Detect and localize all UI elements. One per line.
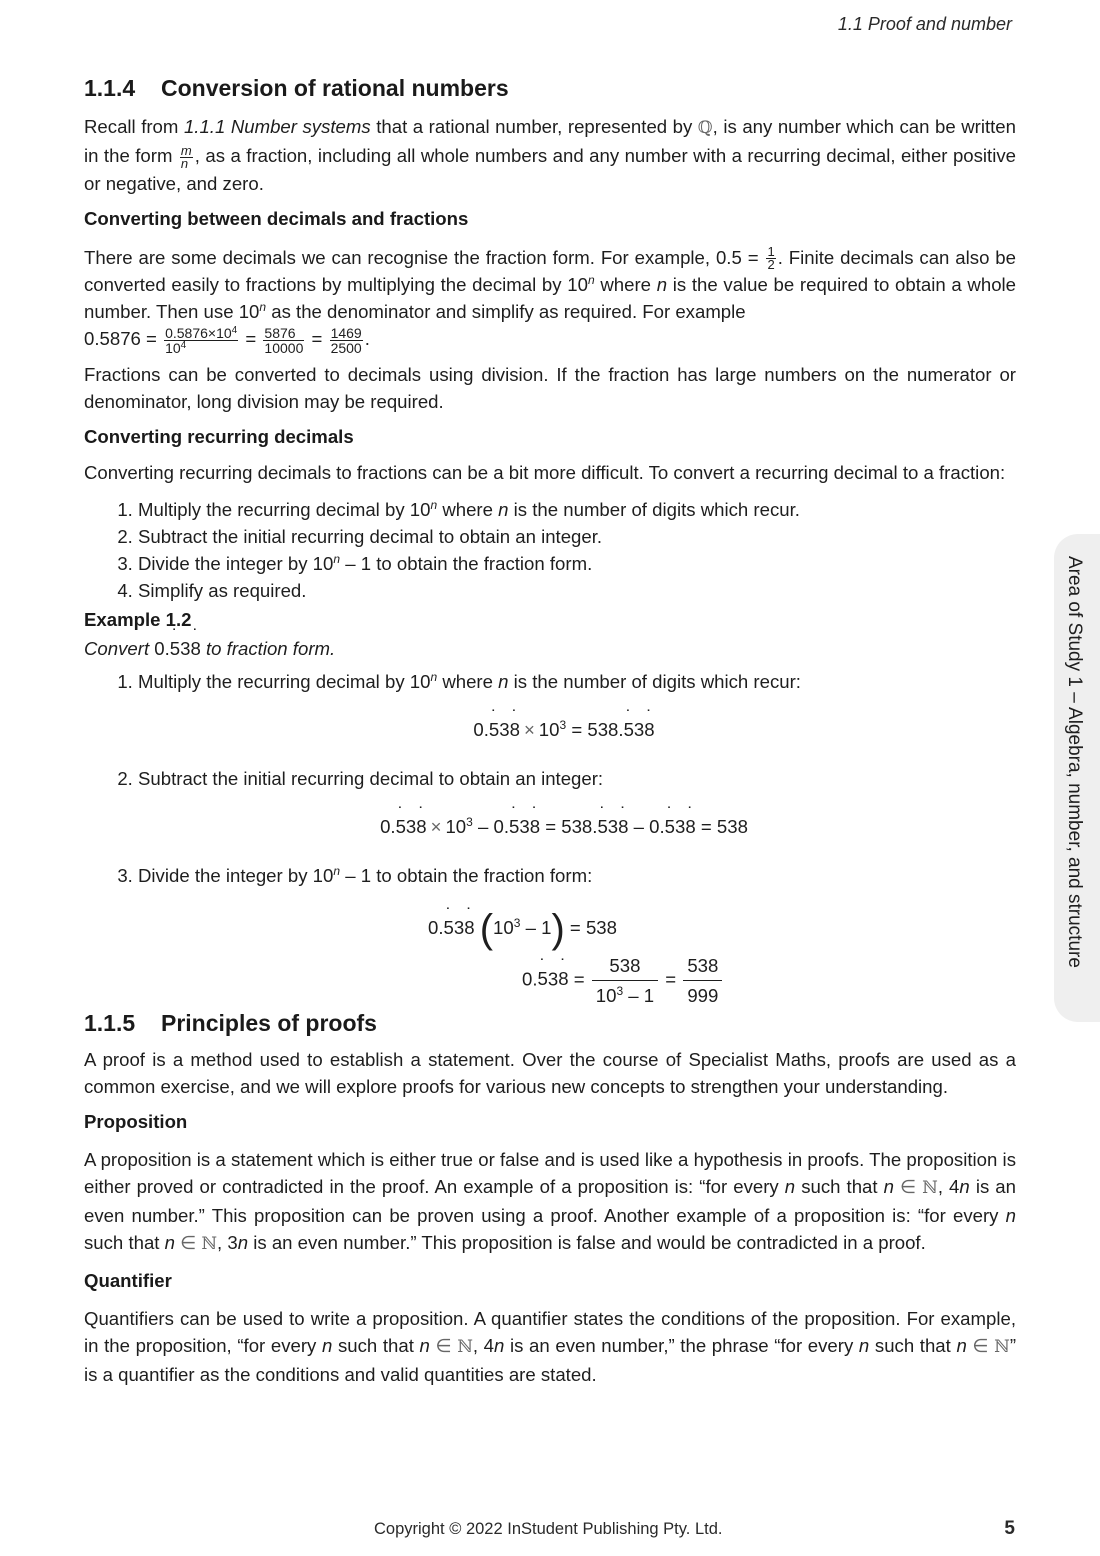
exponent: n — [259, 300, 267, 315]
exponent: n — [430, 669, 438, 684]
text: Convert — [84, 637, 155, 659]
list-item — [138, 550, 1016, 577]
exponent: n — [587, 273, 595, 288]
denominator: n — [180, 155, 189, 171]
cross-reference-link[interactable]: 1.1.1 Number systems — [183, 116, 371, 137]
example-steps-list — [84, 668, 1016, 695]
text: such that — [874, 1334, 957, 1356]
text: is the value be required to obtain a whole number. Then use 10 — [84, 274, 1017, 323]
text: where — [437, 670, 499, 692]
text: , 3 — [217, 1231, 238, 1253]
page-number: 5 — [1004, 1518, 1015, 1539]
text: There are some decimals we can recognise the fraction form. For example, 0.5 = — [84, 246, 765, 268]
fraction-2 — [263, 326, 304, 355]
equation-step-3 — [84, 889, 1016, 1011]
list-item — [138, 496, 1016, 523]
text: that a rational number, represented by — [370, 116, 698, 137]
text: is an even number.” This proposition is false and would be contradicted in a proof. — [248, 1231, 926, 1253]
variable: n — [784, 1175, 796, 1197]
equals: = — [245, 328, 257, 350]
example-prompt — [84, 635, 1016, 662]
text: – 1 to obtain the fraction form. — [340, 552, 593, 574]
exponent: n — [333, 551, 341, 566]
text: , is any number which can be written in the form — [84, 116, 1016, 166]
equals: = — [311, 328, 323, 350]
eq-lhs: 0.5876 = — [84, 328, 157, 350]
naturals-symbol: ℕ — [457, 1336, 473, 1357]
text: as the denominator and simplify as required. For example — [266, 301, 746, 323]
naturals-symbol: ℕ — [994, 1336, 1010, 1357]
section-number: 1.1.4 — [84, 75, 136, 101]
running-head: 1.1 Proof and number — [837, 14, 1012, 34]
text: – 1 to obtain the fraction form: — [340, 864, 593, 886]
subheading-recurring-decimals: Converting recurring decimals — [84, 425, 354, 447]
text: such that — [332, 1334, 420, 1356]
fraction-538-over-10-3-minus-1: $\frac{538}{10^3 - 1}$ — [592, 953, 658, 1008]
text: Divide the integer by 10 — [138, 552, 334, 574]
text: to fraction form. — [200, 637, 336, 659]
period: . — [364, 328, 370, 350]
text: Recall from — [84, 116, 184, 137]
variable: n — [237, 1231, 249, 1253]
section-number: 1.1.5 — [84, 1009, 136, 1036]
variable: n — [656, 274, 668, 296]
text: Multiply the recurring decimal by 10 — [138, 670, 431, 692]
text: is an even number.” This proposition can be proven using a proof. Another example of a proposition is: “for every — [84, 1175, 1016, 1226]
section-title: Principles of proofs — [161, 1009, 377, 1036]
subheading-decimals-fractions: Converting between decimals and fractions — [84, 207, 469, 229]
variable: n — [498, 498, 509, 520]
variable: n — [883, 1175, 894, 1197]
denominator: 2 — [767, 257, 775, 273]
text: where — [594, 274, 657, 296]
element-of: ∈ — [966, 1334, 995, 1356]
naturals-symbol: ℕ — [922, 1177, 938, 1198]
variable: n — [494, 1334, 505, 1356]
element-of: ∈ — [893, 1175, 923, 1197]
text: is an even number,” the phrase “for every — [504, 1334, 859, 1356]
variable: n — [858, 1334, 870, 1356]
list-item — [138, 862, 1016, 889]
text: ” is a quantifier as the conditions and valid quantities are stated. — [84, 1334, 1017, 1385]
exponent: 4 — [231, 324, 238, 336]
text: Subtract the initial recurring decimal to obtain an integer: — [138, 767, 604, 789]
text: 0.5876×10 — [165, 324, 232, 341]
text: Multiply the recurring decimal by 10 — [138, 498, 431, 520]
numerator: m — [180, 142, 192, 158]
section-title: Conversion of rational numbers — [161, 75, 509, 101]
equation-step-3-line-1: 0.˙ 53˙ 8 $(10^3 - 1) = 538$ — [428, 917, 617, 939]
equation-step-2: 0.˙ 53˙ $8 \times 10^3$ – 0.˙ 53˙ 8 = 538.˙ 53˙ 8 – 0.˙ 53˙ 8 = 538 — [84, 813, 1016, 840]
fraction-538-over-999: $\frac{538}{999}$ — [683, 953, 722, 1008]
variable: n — [959, 1175, 970, 1197]
variable: n — [164, 1231, 175, 1253]
equation-step-3-line-2: 0.˙ 53˙ 8 = $\frac{538}{10^3 - 1}$ = $\frac{538}{999}$ — [522, 953, 724, 1008]
numerator: 1469 — [330, 324, 362, 341]
list-item — [138, 577, 1016, 604]
variable: n — [498, 670, 509, 692]
conversion-steps-list — [84, 496, 1016, 604]
exponent: 4 — [180, 339, 187, 351]
list-item — [138, 668, 1016, 695]
text: where — [437, 498, 499, 520]
recurring-value: 0.˙ 53˙ 8 — [154, 638, 201, 659]
rationals-symbol: ℚ — [697, 118, 713, 138]
decimals-paragraph — [84, 244, 1016, 355]
text: A proposition is a statement which is either true or false and is used like a hypothesis in proofs. The proposition is either proved or contradicted in the proof. An example of a proposition is: “for every — [84, 1148, 1016, 1197]
naturals-symbol: ℕ — [201, 1233, 218, 1254]
proofs-intro-paragraph: A proof is a method used to establish a statement. Over the course of Specialist Maths, proofs are used as a common exercise, and we will explore proofs for various new concepts to strengthen your understanding. — [84, 1048, 1016, 1097]
proposition-paragraph — [84, 1146, 1016, 1258]
division-paragraph: Fractions can be converted to decimals using division. If the fraction has large numbers on the numerator or denominator, long division may be required. — [84, 363, 1016, 412]
fraction-1 — [164, 326, 238, 355]
intro-paragraph — [84, 113, 1016, 197]
numerator: 1 — [767, 244, 775, 260]
text: , 4 — [937, 1175, 960, 1197]
subheading-proposition: Proposition — [84, 1110, 188, 1132]
numerator: 5876 — [263, 326, 304, 341]
fraction-m-over-n — [180, 142, 193, 171]
variable: n — [321, 1334, 333, 1356]
numerator — [164, 326, 238, 341]
section-heading-1-1-5 — [84, 1007, 1016, 1039]
example-heading: Example 1.2 — [84, 608, 192, 630]
text: , 4 — [472, 1334, 494, 1356]
page-content — [84, 70, 1016, 1388]
list-item — [138, 765, 1016, 792]
element-of: ∈ — [174, 1231, 202, 1253]
text: is the number of digits which recur. — [508, 498, 800, 520]
example-steps-list-2 — [84, 765, 1016, 792]
fraction-3 — [330, 326, 363, 355]
text: Subtract the initial recurring decimal to obtain an integer. — [138, 525, 603, 547]
text: is the number of digits which recur: — [508, 670, 801, 692]
text: Simplify as required. — [138, 579, 307, 601]
variable: n — [419, 1334, 430, 1356]
text: such that — [84, 1231, 165, 1253]
text: , as a fraction, including all whole numbers and any number with a recurring decimal, either positive or negative, and zero. — [84, 145, 1016, 194]
section-heading-1-1-4 — [84, 72, 1016, 104]
side-tab-label: Area of Study 1 – Algebra, number, and structure — [1064, 556, 1085, 968]
quantifier-paragraph — [84, 1305, 1016, 1388]
denominator: 2500 — [330, 339, 362, 356]
element-of: ∈ — [429, 1334, 458, 1356]
variable: n — [956, 1334, 967, 1356]
text: such that — [795, 1175, 884, 1197]
fraction-one-half — [766, 246, 775, 271]
text: . Finite decimals can also be converted easily to fractions by multiplying the decimal by 10 — [84, 246, 1016, 296]
exponent: n — [333, 863, 341, 878]
variable: n — [1005, 1204, 1016, 1226]
denominator: 10000 — [264, 339, 304, 356]
denominator — [164, 341, 238, 355]
exponent: n — [430, 497, 438, 512]
list-item — [138, 523, 1016, 550]
subheading-quantifier: Quantifier — [84, 1269, 172, 1291]
worked-equation — [84, 324, 370, 356]
text: Quantifiers can be used to write a proposition. A quantifier states the conditions of the proposition. For example, in the proposition, “for every — [84, 1307, 1016, 1356]
copyright-notice: Copyright © 2022 InStudent Publishing Pty. Ltd. — [374, 1520, 723, 1538]
example-steps-list-3 — [84, 862, 1016, 889]
text: 10 — [165, 339, 181, 356]
equation-step-1: 0.˙ 53˙ $8 \times 10^3$ = 538.˙ 53˙ 8 — [84, 716, 1016, 743]
recurring-paragraph: Converting recurring decimals to fractions can be a bit more difficult. To convert a recurring decimal to a fraction: — [84, 461, 1006, 483]
text: Divide the integer by 10 — [138, 864, 334, 886]
